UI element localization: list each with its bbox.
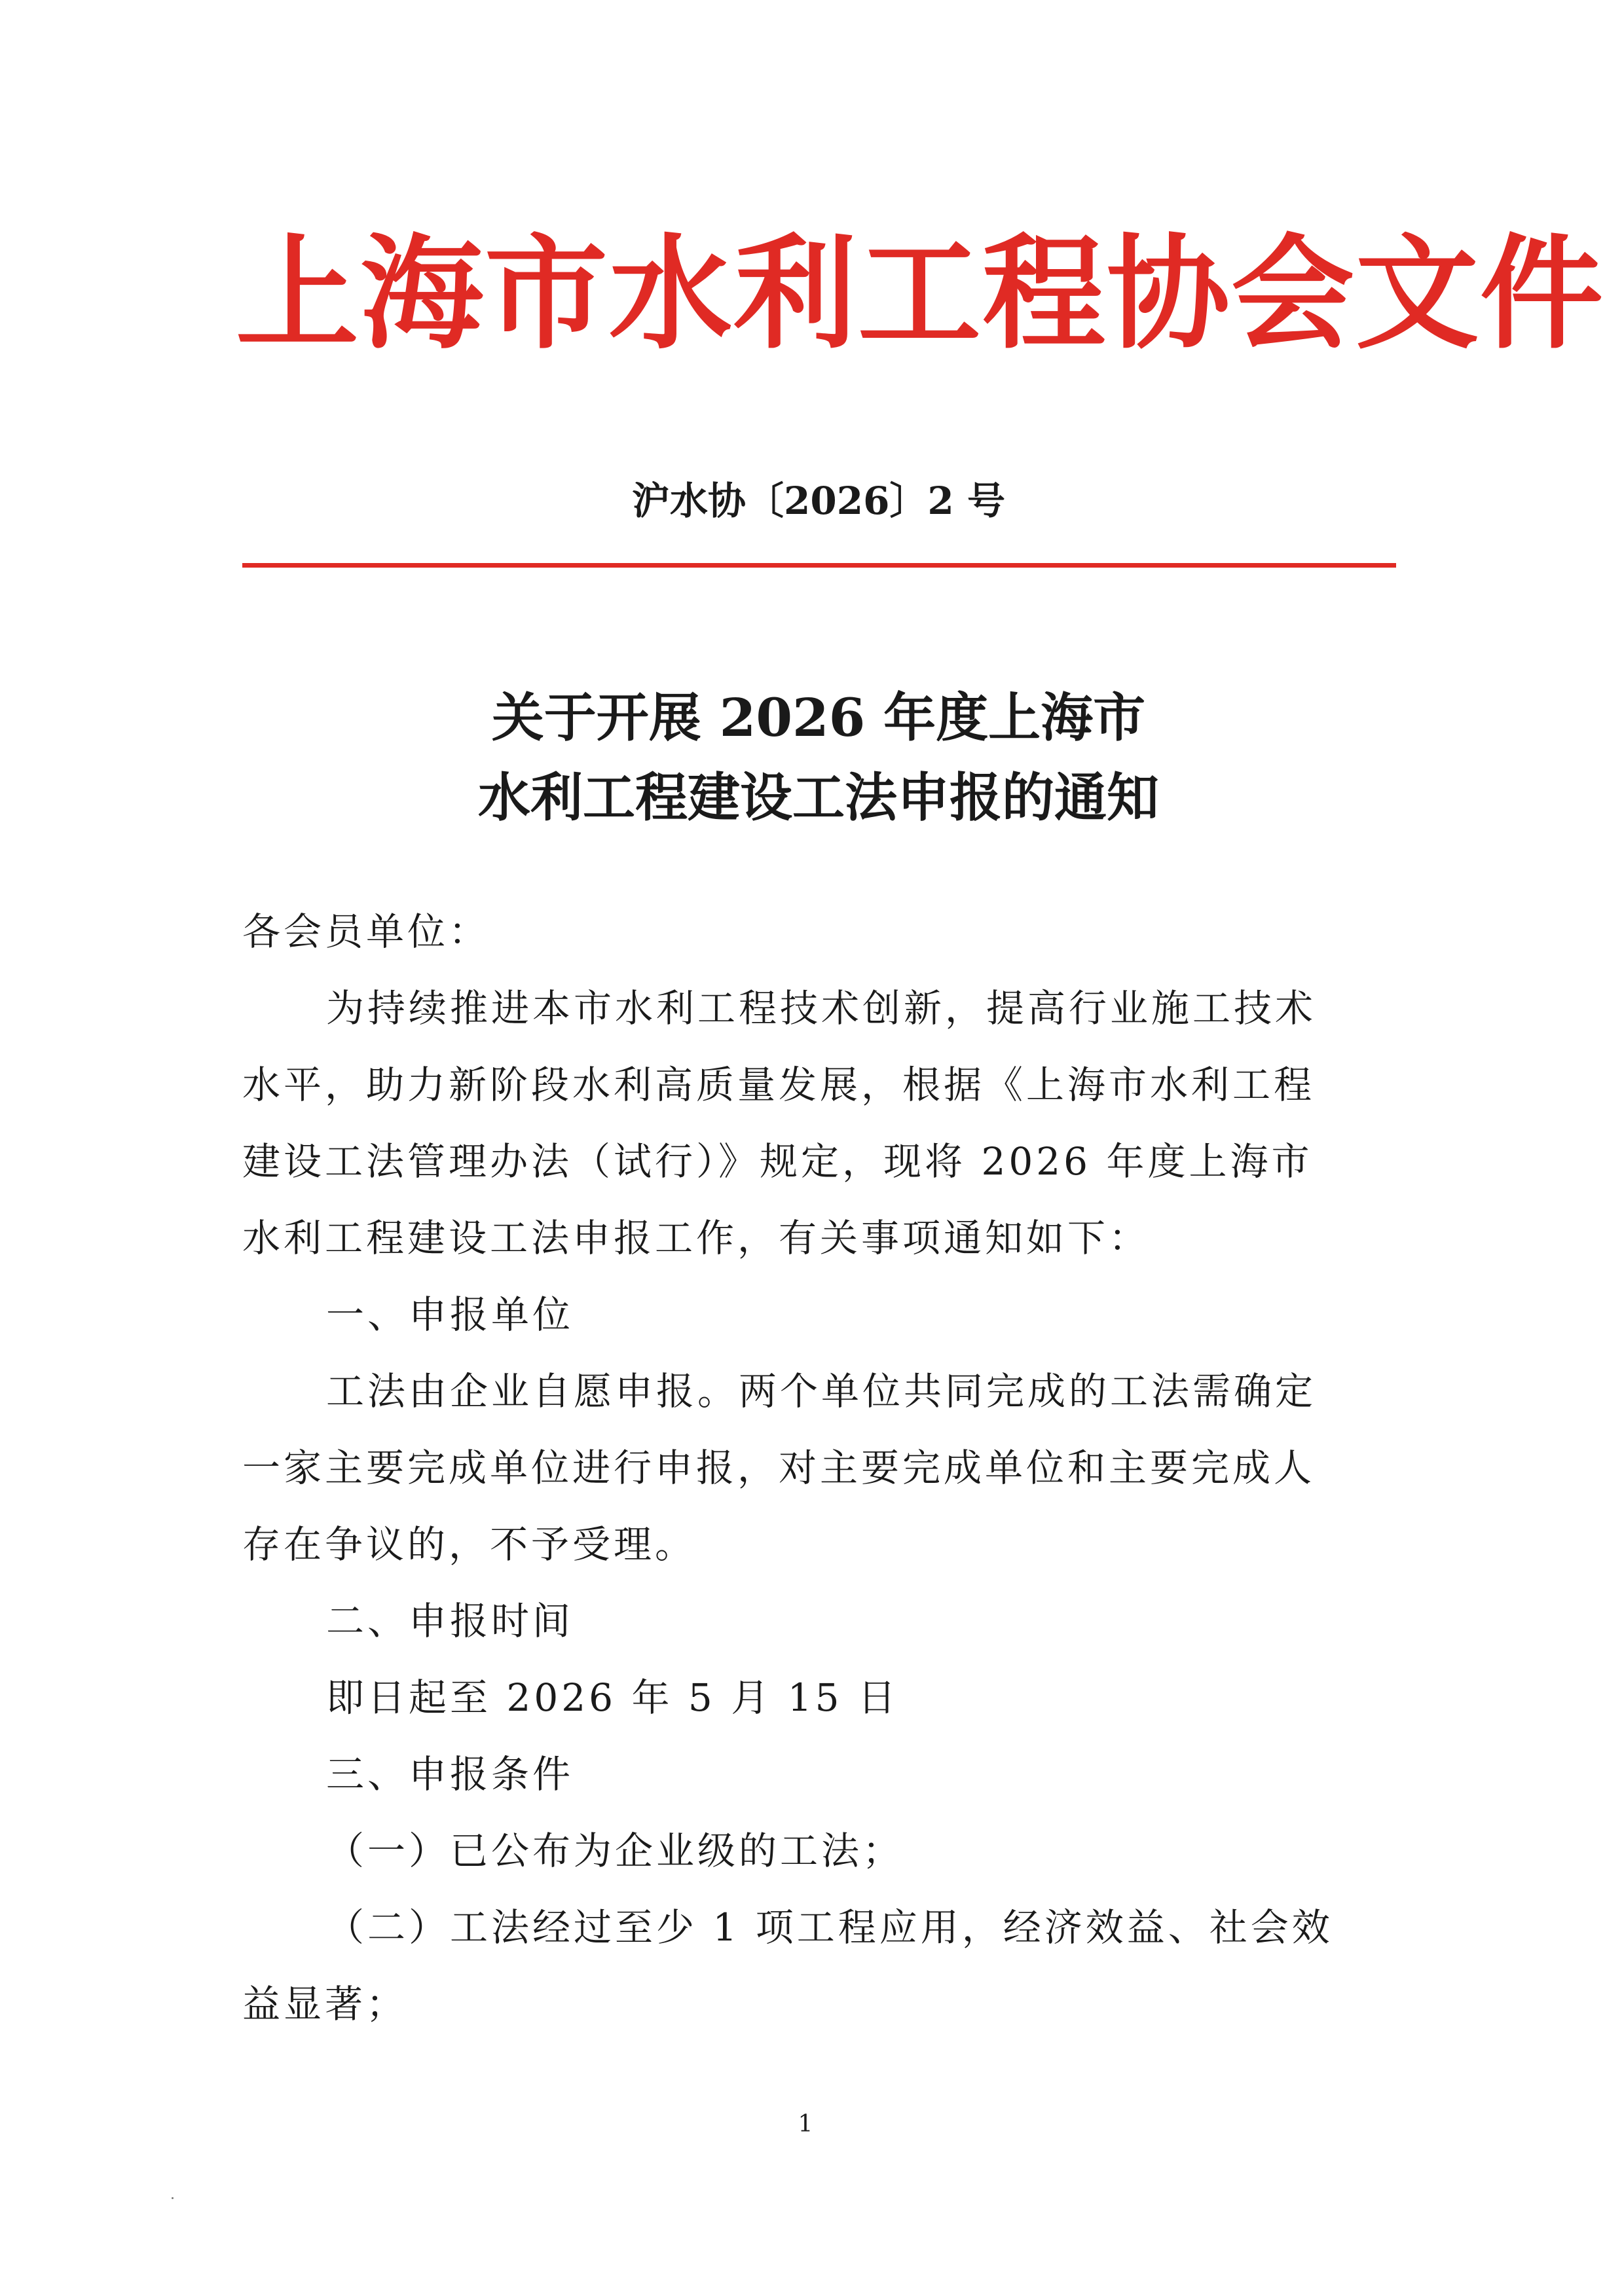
body-line: 为持续推进本市水利工程技术创新，提高行业施工技术 <box>326 986 1317 1030</box>
issuer-header-title: 上海市水利工程协会文件 <box>236 223 1604 366</box>
body-line: 水平，助力新阶段水利高质量发展，根据《上海市水利工程 <box>242 1063 1316 1107</box>
body-line: 益显著； <box>242 1982 408 2026</box>
body-line: 工法由企业自愿申报。两个单位共同完成的工法需确定 <box>326 1369 1317 1413</box>
body-line: 即日起至 2026 年 5 月 15 日 <box>326 1675 899 1720</box>
body-line: 水利工程建设工法申报工作，有关事项通知如下： <box>242 1216 1151 1260</box>
header-red-divider <box>242 563 1396 568</box>
document-number: 沪水协〔2026〕2 号 <box>632 479 1005 523</box>
salutation: 各会员单位： <box>242 909 490 954</box>
body-line: 存在争议的，不予受理。 <box>242 1522 697 1567</box>
notice-title-line-1: 关于开展 2026 年度上海市 <box>491 687 1146 748</box>
body-line: 一家主要完成单位进行申报，对主要完成单位和主要完成人 <box>242 1446 1316 1490</box>
notice-body <box>242 894 1401 2043</box>
section-heading-time: 二、申报时间 <box>326 1599 574 1643</box>
notice-title <box>242 678 1395 837</box>
condition-item-2: （二）工法经过至少 1 项工程应用，经济效益、社会效 <box>326 1905 1333 1950</box>
condition-item-1: （一）已公布为企业级的工法； <box>326 1829 904 1873</box>
scan-speck <box>172 2197 174 2199</box>
section-heading-applicant: 一、申报单位 <box>326 1292 574 1337</box>
page-number: 1 <box>798 2111 813 2138</box>
body-line: 建设工法管理办法（试行）》规定，现将 2026 年度上海市 <box>242 1139 1313 1184</box>
notice-title-line-2: 水利工程建设工法申报的通知 <box>478 767 1159 828</box>
section-heading-conditions: 三、申报条件 <box>326 1752 574 1796</box>
